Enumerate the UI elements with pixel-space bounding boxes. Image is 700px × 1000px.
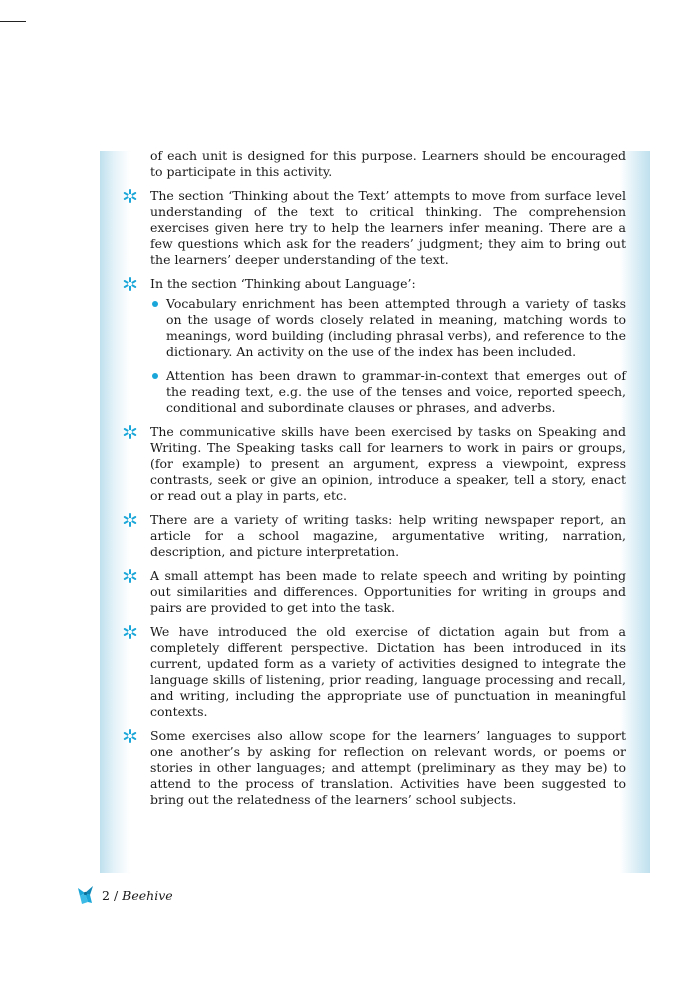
list-item <box>150 624 626 720</box>
item-text: Some exercises also allow scope for the learners’ languages to support one another’s by asking for reflection on relevant words, or poems or stories in other languages; and attempt (preliminary as they may be) to attend to the process of translation. Activities have been suggested to bring out the relatedness of the learners’ school subjects. <box>150 728 626 807</box>
page-footer <box>76 884 173 906</box>
blue-dot-icon <box>152 373 158 379</box>
list-item <box>150 188 626 268</box>
beehive-logo-icon <box>76 884 96 906</box>
sub-item-text: Attention has been drawn to grammar-in-context that emerges out of the reading text, e.g. the use of the tenses and voice, reported speech, conditional and subordinate clauses or phrases, and adverbs. <box>166 368 626 415</box>
footer-separator: / <box>113 887 119 903</box>
item-text: In the section ‘Thinking about Language’: <box>150 276 416 291</box>
continuation-paragraph: of each unit is designed for this purpose. Learners should be encouraged to participate in this activity. <box>150 148 626 179</box>
blue-dot-icon <box>152 301 158 307</box>
asterisk-star-icon <box>123 569 137 583</box>
list-item <box>150 728 626 808</box>
sub-item-text: Vocabulary enrichment has been attempted through a variety of tasks on the usage of words closely related in meaning, matching words to meanings, word building (including phrasal verbs), and reference to the dictionary. An activity on the use of the index has been included. <box>166 296 626 359</box>
item-text: We have introduced the old exercise of dictation again but from a completely different perspective. Dictation has been introduced in its current, updated form as a variety of activities designed to integrate the language skills of listening, prior reading, language processing and recall, and writing, including the appropriate use of punctuation in meaningful contexts. <box>150 624 626 719</box>
sub-list <box>166 296 626 416</box>
list-item <box>150 512 626 560</box>
page-content <box>150 148 626 808</box>
asterisk-star-icon <box>123 425 137 439</box>
asterisk-star-icon <box>123 625 137 639</box>
sub-list-item <box>166 296 626 360</box>
item-text: The section ‘Thinking about the Text’ attempts to move from surface level understanding of the text to critical thinking. The comprehension exercises given here try to help the learners infer meaning. There are a few questions which ask for the readers’ judgment; they aim to bring out the learners’ deeper understanding of the text. <box>150 188 626 267</box>
list-item <box>150 424 626 504</box>
asterisk-star-icon <box>123 729 137 743</box>
asterisk-star-icon <box>123 513 137 527</box>
asterisk-star-icon <box>123 277 137 291</box>
item-text: A small attempt has been made to relate speech and writing by pointing out similarities and differences. Opportunities for writing in groups and pairs are provided to get into the task. <box>150 568 626 615</box>
list-item <box>150 568 626 616</box>
crop-mark <box>0 21 26 22</box>
asterisk-star-icon <box>123 189 137 203</box>
list-item <box>150 276 626 416</box>
page-number: 2 <box>102 887 110 903</box>
book-title: Beehive <box>122 887 173 903</box>
sub-list-item <box>166 368 626 416</box>
item-text: The communicative skills have been exercised by tasks on Speaking and Writing. The Speaking tasks call for learners to work in pairs or groups, (for example) to present an argument, express a viewpoint, express contrasts, seek or give an opinion, introduce a speaker, tell a story, enact or read out a play in parts, etc. <box>150 424 626 503</box>
item-text: There are a variety of writing tasks: help writing newspaper report, an article for a school magazine, argumentative writing, narration, description, and picture interpretation. <box>150 512 626 559</box>
